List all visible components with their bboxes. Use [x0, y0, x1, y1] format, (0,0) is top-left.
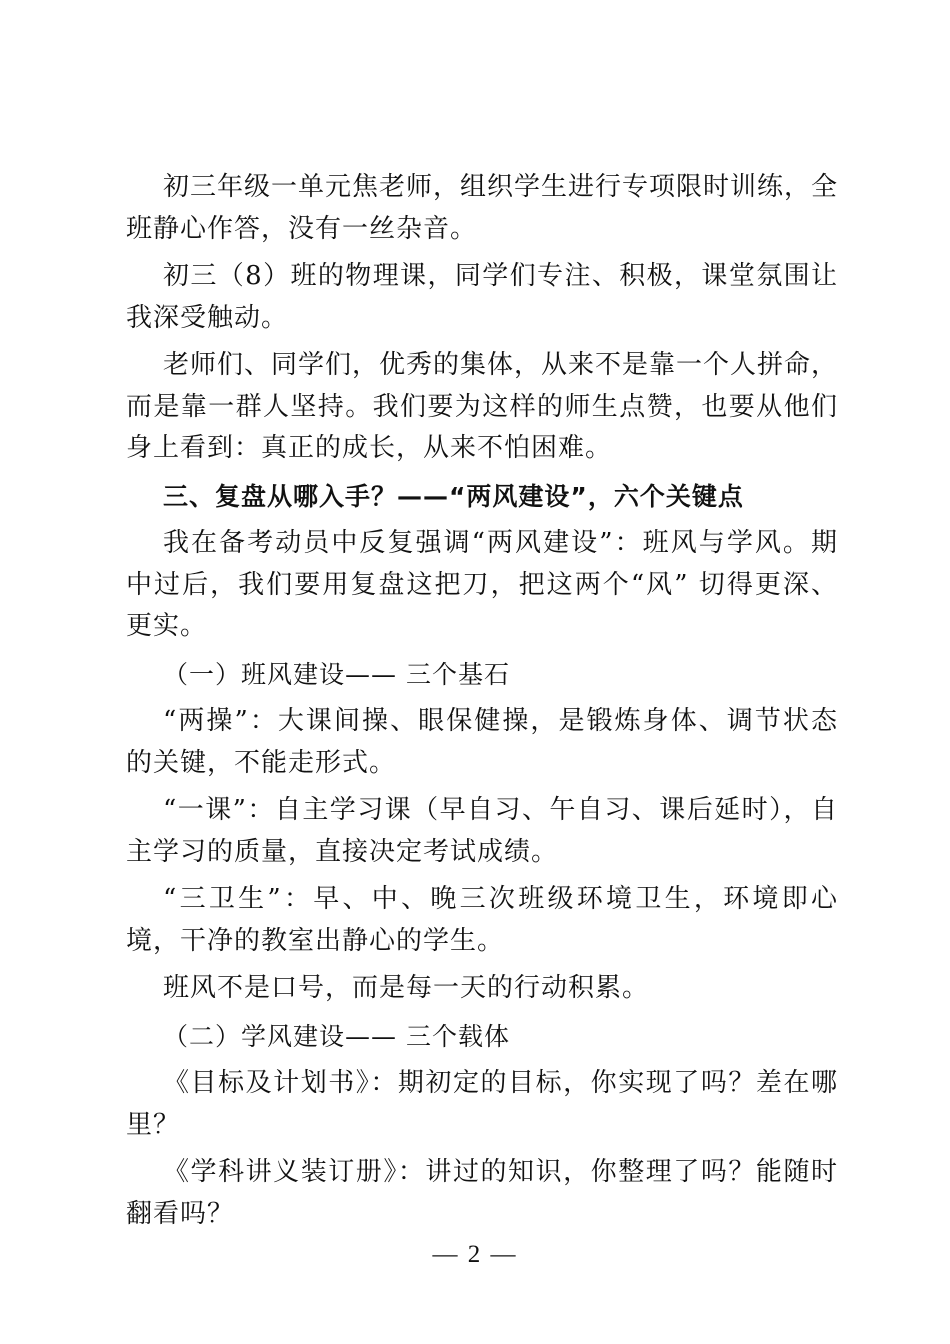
paragraph: 班风不是口号，而是每一天的行动积累。 — [163, 973, 650, 1003]
paragraph: “一课”：自主学习课（早自习、午自习、课后延时），自主学习的质量，直接决定考试成绩。 — [126, 795, 838, 867]
paragraph: “三卫生”：早、中、晚三次班级环境卫生，环境即心境，干净的教室出静心的学生。 — [126, 884, 838, 956]
paragraph: 初三（8）班的物理课，同学们专注、积极，课堂氛围让我深受触动。 — [126, 261, 838, 333]
paragraph: 初三年级一单元焦老师，组织学生进行专项限时训练，全班静心作答，没有一丝杂音。 — [126, 172, 839, 244]
paragraph: 《学科讲义装订册》：讲过的知识，你整理了吗？能随时翻看吗？ — [126, 1157, 838, 1229]
paragraph: 老师们、同学们，优秀的集体，从来不是靠一个人拼命，而是靠一群人坚持。我们要为这样的师生点赞，也要从他们身上看到：真正的成长，从来不怕困难。 — [126, 350, 839, 463]
paragraph: “两操”：大课间操、眼保健操，是锻炼身体、调节状态的关键，不能走形式。 — [126, 706, 838, 778]
subsection-heading: （一）班风建设—— 三个基石 — [163, 659, 510, 689]
section-heading: 三、复盘从哪入手？——“两风建设”，六个关键点 — [163, 481, 744, 511]
paragraph: 《目标及计划书》：期初定的目标，你实现了吗？差在哪里？ — [126, 1068, 838, 1140]
paragraph: 我在备考动员中反复强调“两风建设”：班风与学风。期中过后，我们要用复盘这把刀，把这两个“风” 切得更深、更实。 — [126, 528, 838, 641]
document-body — [126, 167, 838, 1241]
page-number: — 2 — — [432, 1241, 518, 1268]
subsection-heading: （二）学风建设—— 三个载体 — [163, 1021, 510, 1051]
